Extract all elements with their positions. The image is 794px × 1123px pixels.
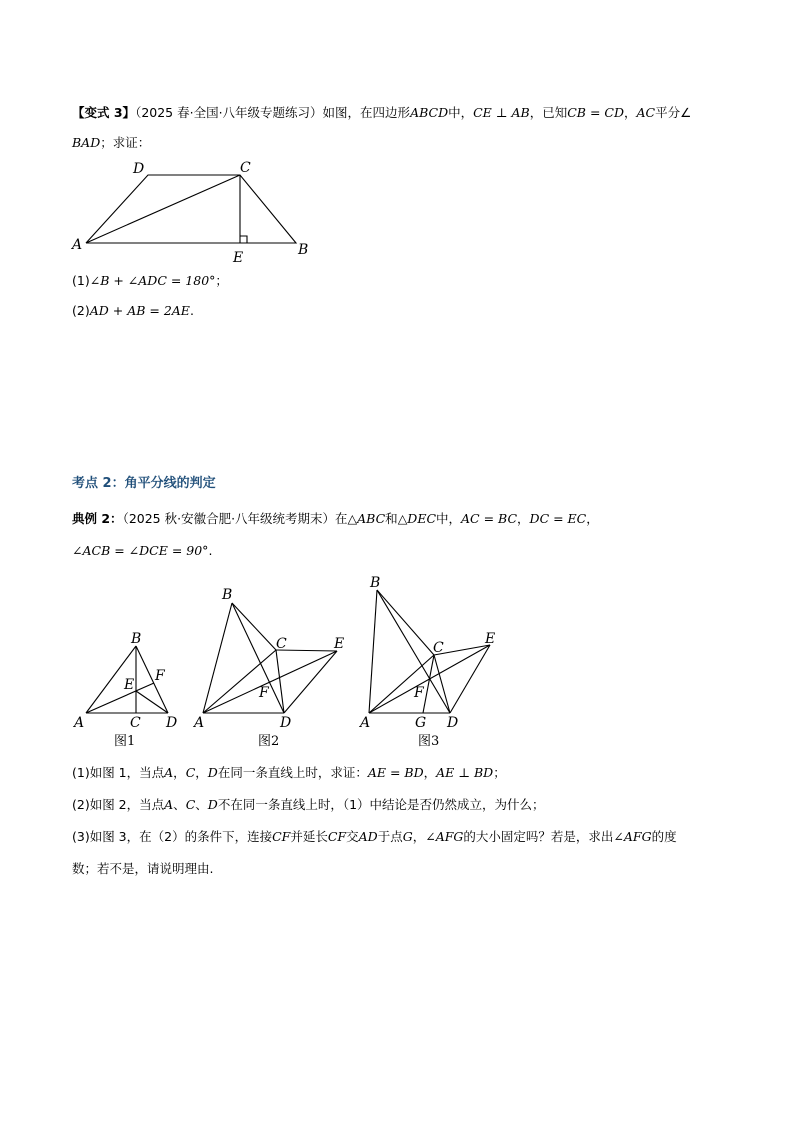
fig1-label-e: E <box>124 677 135 693</box>
q-number: (2) <box>72 303 90 318</box>
fig2-label-c: C <box>276 636 287 652</box>
q-text: (1)如图 1，当点 <box>72 765 165 780</box>
q-math: AE = BD <box>367 765 424 780</box>
fig1-caption: 图1 <box>114 734 136 749</box>
point-label-e: E <box>233 250 244 266</box>
fig2-segment-de <box>284 651 337 713</box>
fig3-caption: 图3 <box>418 734 440 749</box>
fig1-label-b: B <box>131 631 142 647</box>
q-text: (3)如图 3，在（2）的条件下，连接 <box>72 829 273 844</box>
q-text: 、 <box>195 797 208 812</box>
q-punct: . <box>189 303 194 318</box>
fig3-label-g: G <box>415 715 427 731</box>
fig1-segment-ae <box>86 683 154 713</box>
q-text: ； <box>493 765 506 780</box>
fig2-segment-bc <box>232 603 276 650</box>
figure-2 <box>192 587 344 749</box>
example2-cond: DC = EC <box>529 511 587 526</box>
q-text: (2)如图 2，当点 <box>72 797 165 812</box>
q-math: AD <box>358 829 378 844</box>
q-text: 交 <box>346 829 359 844</box>
q-text: 的大小固定吗？若是，求出 <box>463 829 614 844</box>
variant3-text: ， <box>624 105 637 120</box>
q-math: C <box>185 765 196 780</box>
variant3-source: （2025 春·全国·八年级专题练习） <box>135 105 323 120</box>
variant3-text: 中， <box>448 105 474 120</box>
point-label-c: C <box>240 160 251 176</box>
fig1-label-c: C <box>130 715 141 731</box>
q-text: 并延长 <box>290 829 328 844</box>
fig1-label-d: D <box>166 715 178 731</box>
example2-source: （2025 秋·安徽合肥·八年级统考期末）在 <box>122 511 348 526</box>
q-math: CF <box>272 829 291 844</box>
q-math: A <box>164 797 174 812</box>
q-number: (1) <box>72 273 90 288</box>
quad-outline <box>86 175 296 243</box>
fig3-label-b: B <box>370 575 381 591</box>
q-text: 在同一条直线上时，求证： <box>217 765 368 780</box>
fig1-label-f: F <box>155 668 165 684</box>
q-text: ， <box>173 765 186 780</box>
q-math: ∠B + ∠ADC = 180° <box>89 273 216 288</box>
example2-text: ， <box>586 511 599 526</box>
q-math: D <box>207 797 218 812</box>
q-text: ， <box>195 765 208 780</box>
fig2-label-f: F <box>259 685 269 701</box>
q-math: G <box>402 829 413 844</box>
fig3-label-c: C <box>433 640 444 656</box>
q-text: 的度 <box>651 829 677 844</box>
variant3-text: ，已知 <box>529 105 568 120</box>
fig3-segment-cd <box>434 655 450 713</box>
q-text: 不在同一条直线上时，（1）中结论是否仍然成立，为什么； <box>217 797 545 812</box>
q-math: C <box>185 797 196 812</box>
q-math: ∠AFG <box>613 829 652 844</box>
q-text: 、 <box>173 797 186 812</box>
example2-cond: ∠ACB = ∠DCE = 90° <box>72 543 209 558</box>
fig3-label-f: F <box>414 685 424 701</box>
fig3-label-a: A <box>360 715 371 731</box>
fig2-segment-ab <box>203 603 232 713</box>
q-math: AD + AB = 2AE <box>89 303 190 318</box>
example2-text: 和 <box>385 511 398 526</box>
example2-text: ， <box>517 511 530 526</box>
q-punct: ； <box>215 273 228 288</box>
q-text: ， <box>412 829 426 844</box>
fig2-label-b: B <box>222 587 233 603</box>
variant3-cond-bisect: AC <box>636 105 656 120</box>
q-math: ∠AFG <box>425 829 464 844</box>
figure-3 <box>358 575 495 749</box>
example2-tri: △ABC <box>347 511 386 526</box>
fig3-segment-ab <box>369 590 377 713</box>
q-math: CF <box>327 829 347 844</box>
example2-text: . <box>208 543 213 558</box>
point-label-b: B <box>298 242 309 258</box>
variant3-tag: 【变式 3】 <box>72 105 136 120</box>
segment-ac <box>86 175 240 243</box>
variant3-cond-equal: CB = CD <box>567 105 624 120</box>
fig3-label-e: E <box>485 631 496 647</box>
quadrilateral-figure <box>70 160 308 266</box>
point-label-a: A <box>72 237 83 253</box>
variant3-text: 平分∠ <box>655 105 692 120</box>
figure-1 <box>72 631 177 749</box>
fig2-label-e: E <box>334 636 345 652</box>
example2-tag: 典例 2： <box>72 511 123 526</box>
fig2-caption: 图2 <box>258 734 280 749</box>
right-angle-mark <box>240 236 247 243</box>
fig3-segment-bc <box>377 590 434 655</box>
fig2-label-a: A <box>194 715 205 731</box>
fig2-segment-ac <box>203 650 276 713</box>
fig3-label-d: D <box>447 715 459 731</box>
example2-text: 中， <box>436 511 462 526</box>
variant3-cond-perp: CE ⊥ AB <box>473 105 530 120</box>
section-title: 考点 2：角平分线的判定 <box>72 476 216 491</box>
variant3-prove: ；求证： <box>100 135 151 150</box>
q-text: 数；若不是，请说明理由. <box>72 861 214 876</box>
example2-tri: △DEC <box>397 511 437 526</box>
q-text: ， <box>423 765 437 780</box>
example2-cond: AC = BC <box>461 511 518 526</box>
fig3-segment-de <box>450 645 490 713</box>
variant3-text: 如图，在四边形 <box>322 105 411 120</box>
q-math: D <box>207 765 218 780</box>
q-text: 于点 <box>377 829 403 844</box>
point-label-d: D <box>133 161 145 177</box>
fig1-label-a: A <box>74 715 85 731</box>
variant3-angle: BAD <box>72 135 101 150</box>
fig2-label-d: D <box>280 715 292 731</box>
fig2-segment-ae <box>203 651 337 713</box>
q-math: AE ⊥ BD <box>436 765 494 780</box>
q-math: A <box>164 765 174 780</box>
variant3-quad: ABCD <box>410 105 449 120</box>
